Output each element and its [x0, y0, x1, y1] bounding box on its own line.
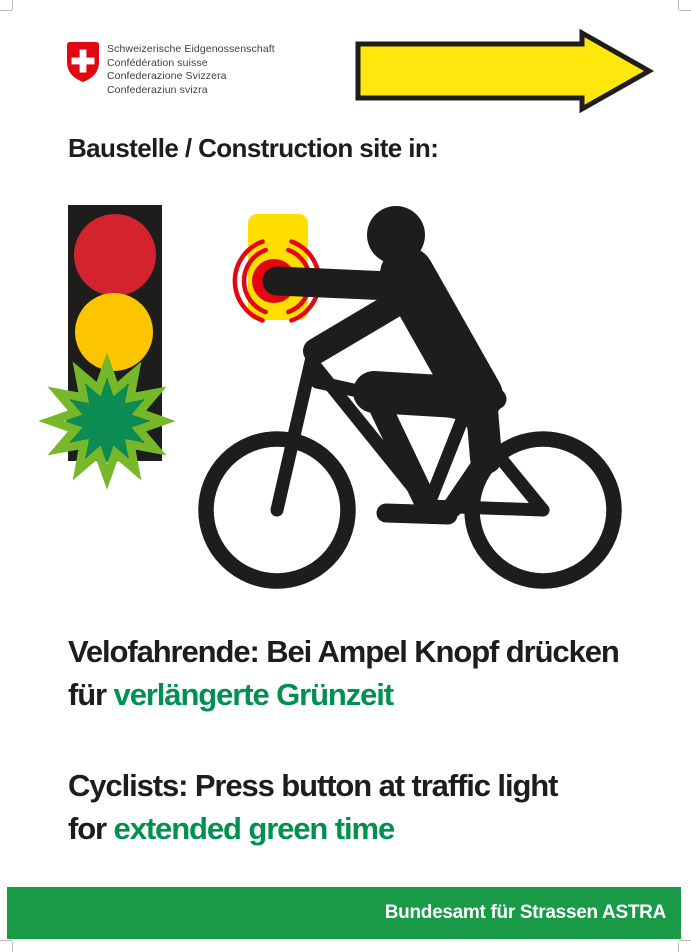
rider-arm-on-handlebar [316, 300, 402, 351]
amber-light [75, 293, 153, 371]
message-english-line2-prefix: for [68, 811, 114, 846]
message-german-highlight: verlängerte Grünzeit [113, 677, 394, 712]
federal-logo-wordmark [107, 43, 275, 97]
rider-far-calf [452, 458, 486, 508]
message-german-line1: Velofahrende: Bei Ampel Knopf drücken [68, 634, 619, 669]
footer-agency-label: Bundesamt für Strassen ASTRA [384, 902, 666, 923]
swiss-coat-of-arms-icon [67, 42, 99, 82]
message-english-highlight: extended green time [113, 811, 395, 846]
direction-arrow-right-icon [358, 33, 649, 109]
red-light [74, 214, 156, 296]
rider-foot [386, 513, 448, 515]
message-english-line2 [68, 807, 557, 850]
message-german-line2 [68, 673, 619, 716]
logo-line: Schweizerische Eidgenossenschaft [107, 43, 275, 55]
rider-arm-pressing-button [277, 281, 412, 287]
logo-line: Confederazione Svizzera [107, 70, 227, 82]
traffic-light-icon [51, 205, 163, 477]
rider-thigh [374, 392, 474, 398]
message-english [68, 764, 557, 850]
footer-bar [7, 887, 681, 939]
message-german-line2-prefix: für [68, 677, 114, 712]
message-english-line1: Cyclists: Press button at traffic light [68, 768, 558, 803]
poster-title: Baustelle / Construction site in: [68, 133, 439, 163]
logo-line: Confédération suisse [107, 56, 208, 69]
logo-line: Confederaziun svizra [107, 83, 208, 96]
message-german [68, 630, 619, 716]
